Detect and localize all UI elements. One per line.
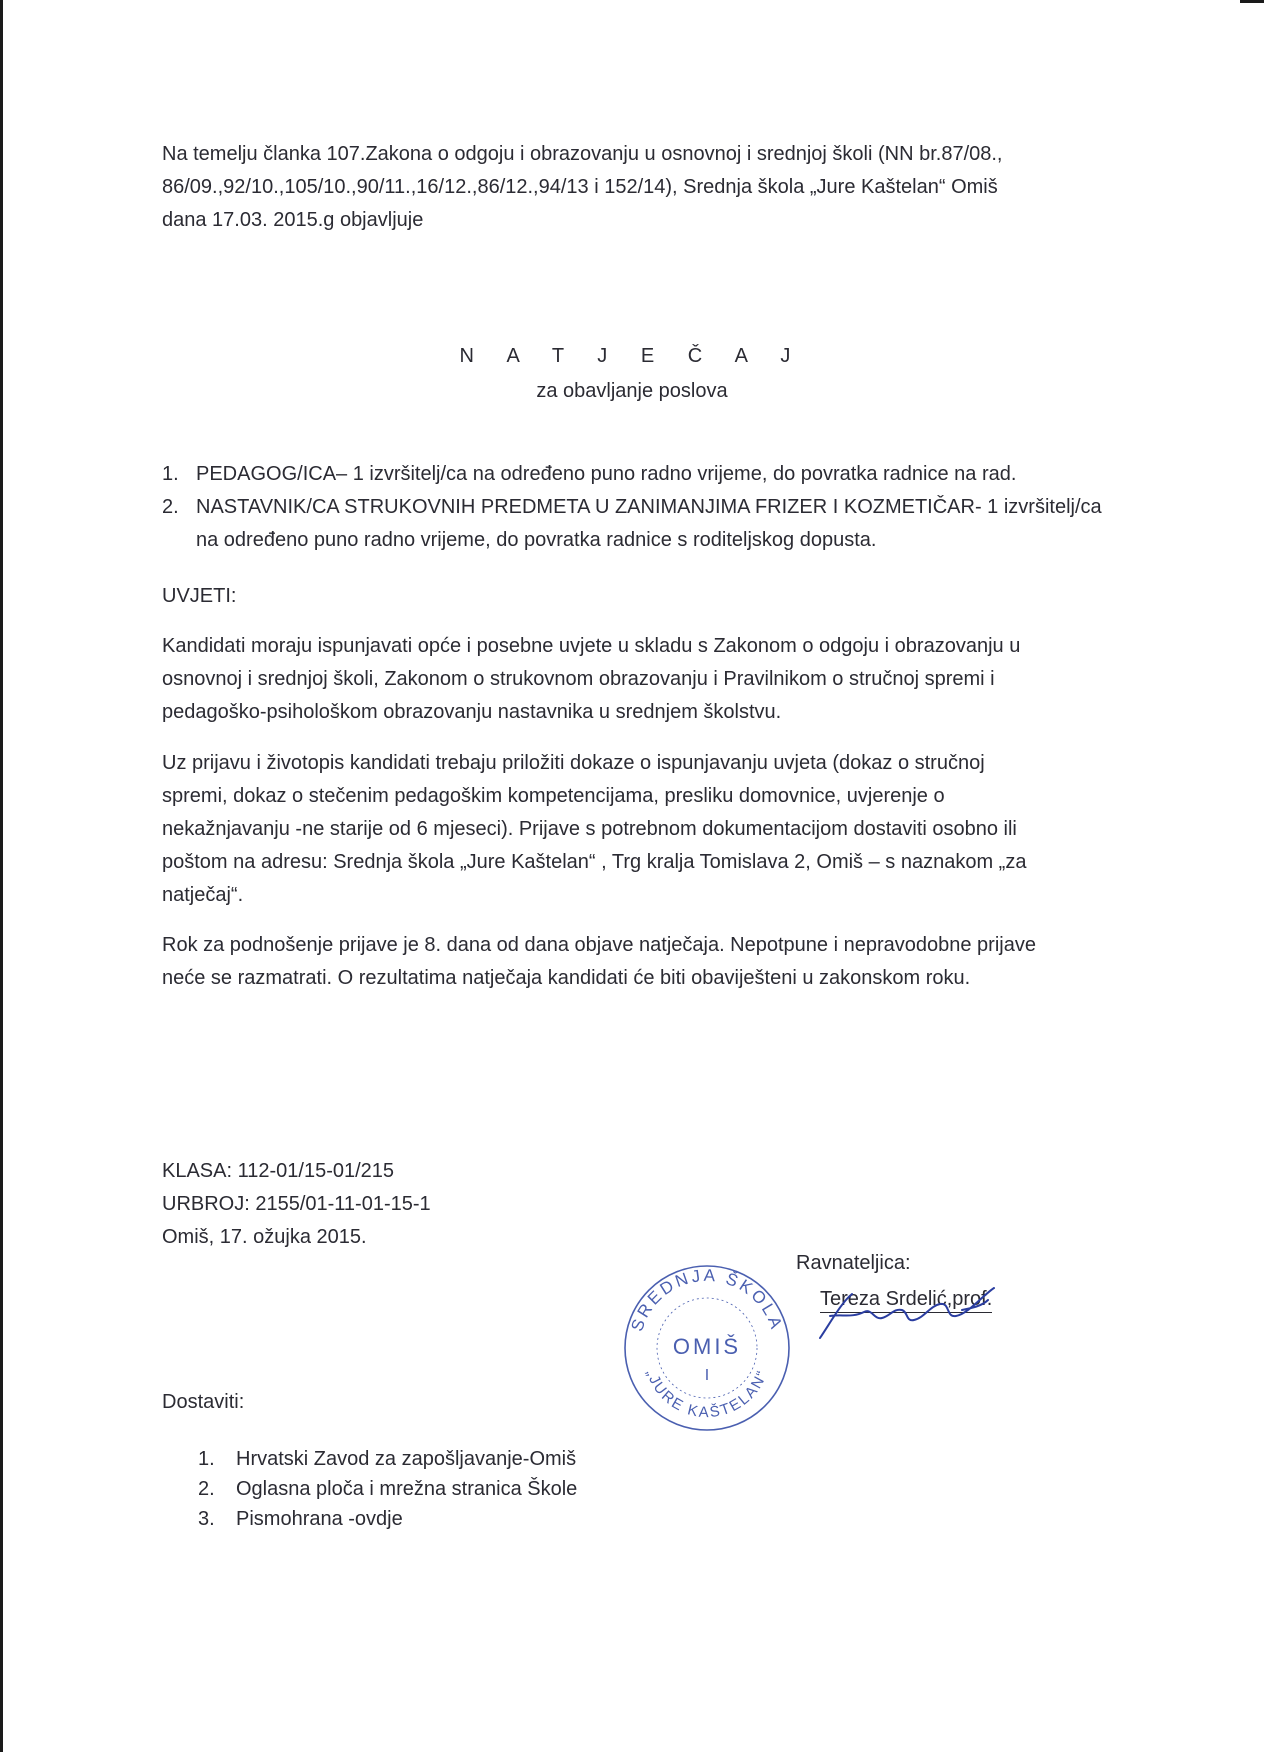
stamp-center: OMIŠ (672, 1334, 742, 1359)
conditions-paragraph (162, 630, 1082, 729)
urbroj: URBROJ: 2155/01-11-01-15-1 (162, 1193, 431, 1215)
paragraph-line: Uz prijavu i životopis kandidati trebaju priložiti dokaze o ispunjavanju uvjeta (dokaz o stručnoj (162, 752, 985, 774)
paragraph-line: poštom na adresu: Srednja škola „Jure Kaštelan“ , Trg kralja Tomislava 2, Omiš – s naznakom „za (162, 851, 1027, 873)
document-title: N A T J E Č A J (459, 345, 805, 367)
paragraph-line: osnovnoj i srednjoj školi, Zakonom o strukovnom obrazovanju i Pravilnikom o stručnoj spremi i (162, 668, 995, 690)
place-date: Omiš, 17. ožujka 2015. (162, 1226, 367, 1248)
school-stamp (618, 1262, 796, 1434)
documents-paragraph (162, 747, 1082, 912)
intro-line: Na temelju članka 107.Zakona o odgoju i obrazovanju u osnovnoj i srednjoj školi (NN br.87/08., (162, 143, 1003, 165)
paragraph-line: pedagoško-psihološkom obrazovanju nastavnika u srednjem školstvu. (162, 701, 782, 723)
position-number: 1. (162, 463, 179, 485)
stamp-ring-top: SREDNJA ŠKOLA (627, 1265, 787, 1334)
paragraph-line: neće se razmatrati. O rezultatima natječaja kandidati će biti obaviješteni u zakonskom roku. (162, 967, 971, 989)
intro-line: 86/09.,92/10.,105/10.,90/11.,16/12.,86/12.,94/13 i 152/14), Srednja škola „Jure Kaštelan“ Omiš (162, 176, 998, 198)
intro-line: dana 17.03. 2015.g objavljuje (162, 209, 424, 231)
position-2-text: NASTAVNIK/CA STRUKOVNIH PREDMETA U ZANIMANJIMA FRIZER I KOZMETIČAR- 1 izvršitelj/ca (196, 496, 1102, 518)
paragraph-line: Rok za podnošenje prijave je 8. dana od dana objave natječaja. Nepotpune i nepravodobne prijave (162, 934, 1036, 956)
document-subtitle: za obavljanje poslova (536, 380, 728, 402)
distribution-label: Dostaviti: (162, 1391, 245, 1413)
position-1-text: PEDAGOG/ICA– 1 izvršitelj/ca na određeno puno radno vrijeme, do povratka radnice na rad. (196, 463, 1017, 485)
paragraph-line: natječaj“. (162, 884, 244, 906)
klasa: KLASA: 112-01/15-01/215 (162, 1160, 395, 1182)
signature-name: Tereza Srdelić,prof. (820, 1288, 992, 1313)
distribution-number: 1. (198, 1448, 215, 1470)
position-number: 2. (162, 496, 179, 518)
paragraph-line: spremi, dokaz o stečenim pedagoškim kompetencijama, presliku domovnice, uvjerenje o (162, 785, 945, 807)
handwritten-signature (812, 1280, 1002, 1350)
conditions-label: UVJETI: (162, 585, 237, 607)
signature-role: Ravnateljica: (796, 1252, 911, 1274)
position-2-text-cont: na određeno puno radno vrijeme, do povratka radnice s roditeljskog dopusta. (196, 529, 877, 551)
deadline-paragraph (162, 929, 1082, 995)
svg-text:SREDNJA ŠKOLA (627, 1266, 786, 1334)
distribution-item: Pismohrana -ovdje (236, 1508, 403, 1530)
stamp-center-mark: I (704, 1367, 710, 1384)
intro-paragraph (162, 138, 1082, 237)
paragraph-line: Kandidati moraju ispunjavati opće i posebne uvjete u skladu s Zakonom o odgoju i obrazovanju u (162, 635, 1021, 657)
distribution-item: Oglasna ploča i mrežna stranica Škole (236, 1478, 578, 1500)
distribution-number: 2. (198, 1478, 215, 1500)
paragraph-line: nekažnjavanju -ne starije od 6 mjeseci). Prijave s potrebnom dokumentacijom dostaviti osobno ili (162, 818, 1017, 840)
distribution-item: Hrvatski Zavod za zapošljavanje-Omiš (236, 1448, 577, 1470)
stamp-ring-bottom: „JURE KAŠTELAN“ (642, 1367, 772, 1422)
distribution-number: 3. (198, 1508, 215, 1530)
